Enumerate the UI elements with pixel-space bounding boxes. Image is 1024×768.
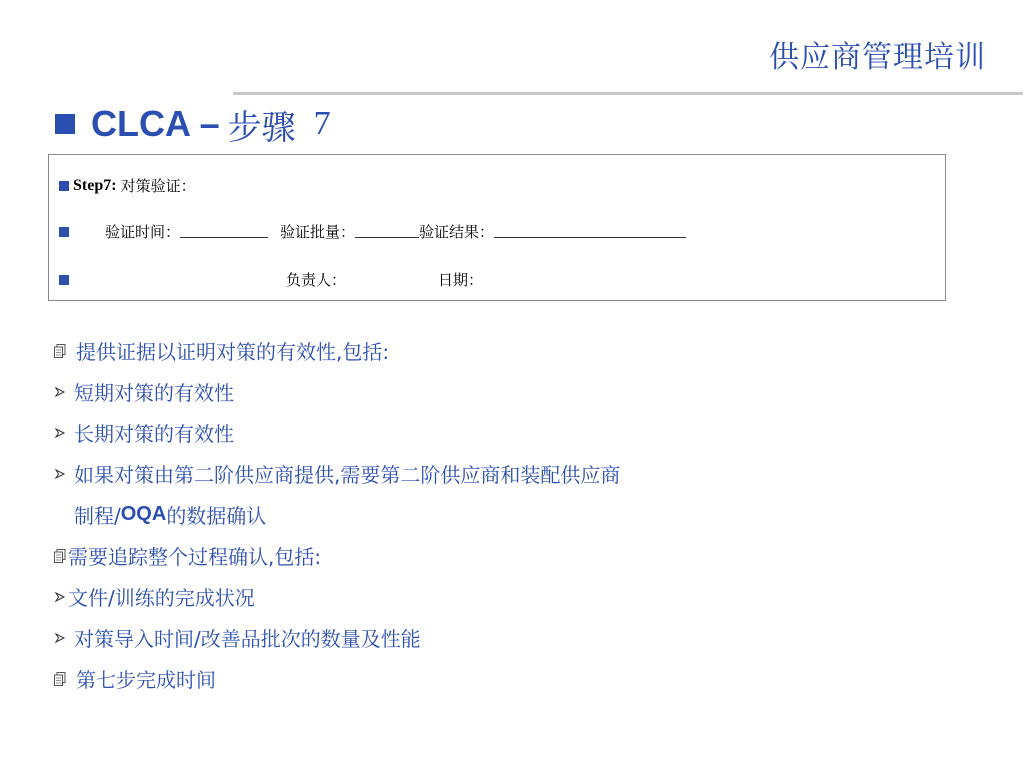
bullet-text: 如果对策由第二阶供应商提供,需要第二阶供应商和装配供应商: [74, 463, 621, 487]
bullet-text: 的数据确认: [166, 504, 267, 528]
verify-batch-blank: ________: [355, 222, 420, 240]
step-form-box: [48, 154, 946, 301]
bullet-text: 制程/: [74, 504, 121, 528]
step-title: 对策验证：: [120, 177, 196, 195]
bullet-text: 提供证据以证明对策的有效性,包括:: [76, 340, 390, 364]
verify-time-blank: ___________: [180, 222, 269, 240]
owner-label: 负责人：: [286, 271, 347, 289]
arrow-bullet-icon: [54, 427, 66, 439]
memo-icon: [54, 672, 66, 686]
square-bullet-icon: [59, 275, 69, 285]
bullet-text: 短期对策的有效性: [74, 381, 234, 405]
bullet-text: 对策导入时间/改善品批次的数量及性能: [74, 627, 421, 651]
list-item: [54, 336, 389, 365]
list-item: [54, 418, 234, 447]
step-line-1: [59, 175, 196, 196]
bullet-text: 需要追踪整个过程确认,包括:: [68, 545, 322, 569]
square-bullet-icon: [59, 181, 69, 191]
arrow-bullet-icon: [54, 468, 66, 480]
date-label: 日期：: [438, 271, 484, 289]
slide-title-latin: CLCA –: [91, 103, 220, 144]
arrow-bullet-icon: [54, 386, 66, 398]
verify-result-blank: ________________________: [494, 222, 687, 240]
list-item: [54, 664, 216, 693]
step-line-2: [59, 221, 686, 242]
memo-icon: [54, 344, 66, 358]
slide-title: [55, 100, 331, 148]
slide-title-cjk: 步骤: [227, 107, 296, 148]
step-label: Step7:: [73, 176, 117, 194]
square-bullet-icon: [59, 227, 69, 237]
header-title: 供应商管理培训: [769, 40, 986, 75]
bullet-list: [54, 332, 954, 702]
list-item: [54, 582, 255, 611]
arrow-bullet-icon: [54, 632, 66, 644]
bullet-text-bold: OQA: [120, 503, 167, 525]
header-divider: [233, 92, 1023, 95]
list-item: [54, 541, 321, 570]
bullet-text: 文件/训练的完成状况: [68, 586, 255, 610]
step-line-3: [59, 269, 483, 290]
list-item: [54, 377, 234, 406]
square-bullet-icon: [55, 114, 75, 134]
list-item: [54, 459, 620, 488]
list-item: [54, 623, 421, 652]
bullet-text: 第七步完成时间: [76, 668, 216, 692]
memo-icon: [54, 549, 66, 563]
arrow-bullet-icon: [54, 591, 66, 603]
verify-batch-label: 验证批量：: [280, 223, 356, 241]
slide-title-number: 7: [313, 105, 331, 142]
verify-result-label: 验证结果：: [419, 223, 495, 241]
verify-time-label: 验证时间：: [105, 223, 181, 241]
bullet-text: 长期对策的有效性: [74, 422, 234, 446]
list-item-continuation: [74, 500, 266, 529]
